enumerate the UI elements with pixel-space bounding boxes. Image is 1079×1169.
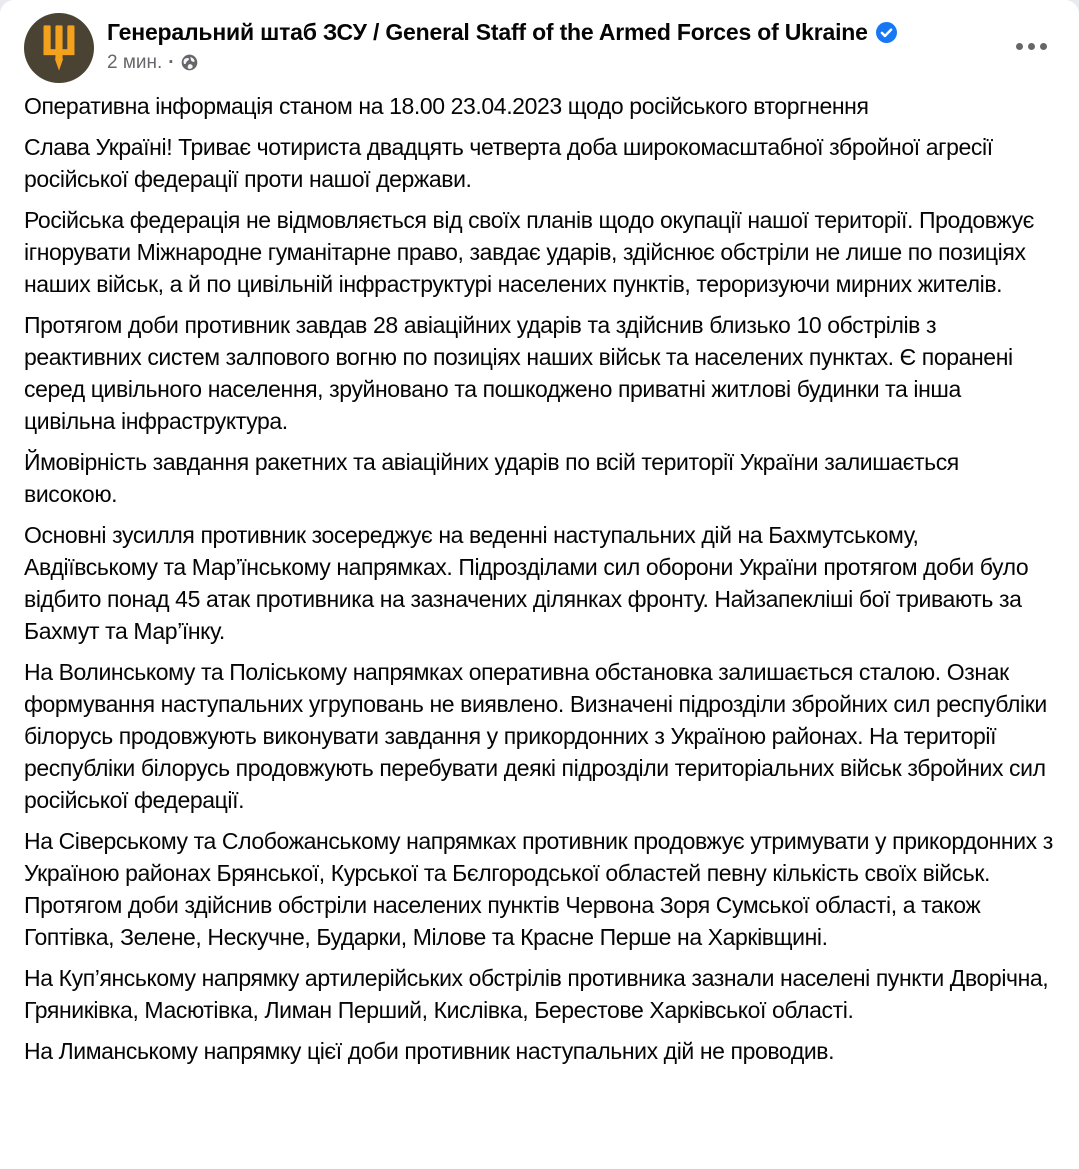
post-paragraph: Протягом доби противник завдав 28 авіаційних ударів та здійснив близько 10 обстрілів з реактивних систем залпового вогню по позиціях наших військ та населених пунктах. Є поранені серед цивільного населення, зруйновано та пошкоджено приватні житлові будинки та інша цивільна інфраструктура. (24, 312, 1013, 434)
post-paragraph: На Волинському та Поліському напрямках оперативна обстановка залишається сталою. Ознак формування наступальних угруповань не виявлено. Визначені підрозділи збройних сил республіки білорусь продовжують виконувати завдання у прикордонних з Україною районах. На території республіки білорусь продовжують перебувати деякі підрозділи територіальних військ збройних сил російської федерації. (24, 659, 1047, 813)
globe-icon (181, 54, 198, 71)
post-paragraph: Оперативна інформація станом на 18.00 23.04.2023 щодо російського вторгнення (24, 93, 869, 119)
post-body (0, 83, 1079, 1067)
post-paragraph: На Сіверському та Слобожанському напрямках противник продовжує утримувати у прикордонних з Україною районах Брянської, Курської та Бєлгородської областей певну кількість своїх військ. Протягом доби здійснив обстріли населених пунктів Червона Зоря Сумської області, а також Гоптівка, Зелене, Нескучне, Бударки, Мілове та Красне Перше на Харківщині. (24, 828, 1053, 950)
post-header-info (107, 13, 1055, 74)
three-dots-icon (1016, 43, 1023, 50)
post-paragraph: Слава Україні! Триває чотириста двадцять четверта доба широкомасштабної збройної агресії російської федерації проти нашої держави. (24, 134, 993, 192)
page-title[interactable]: Генеральний штаб ЗСУ / General Staff of the Armed Forces of Ukraine (107, 19, 868, 45)
post-header (0, 0, 1079, 83)
verified-badge-icon (876, 22, 897, 43)
trident-icon (41, 23, 77, 73)
three-dots-icon (1040, 43, 1047, 50)
post-timestamp[interactable]: 2 мин. (107, 51, 163, 73)
post-paragraph: Ймовірність завдання ракетних та авіаційних ударів по всій території України залишається високою. (24, 449, 959, 507)
meta-separator: · (168, 51, 175, 73)
post-meta-row (107, 52, 1055, 74)
post-paragraph: Основні зусилля противник зосереджує на веденні наступальних дій на Бахмутському, Авдіївському та Мар’їнському напрямках. Підрозділами сил оборони України протягом доби було відбито понад 45 атак противника на зазначених ділянках фронту. Найзапекліші бої тривають за Бахмут та Мар’їнку. (24, 522, 1029, 644)
post-paragraph: Російська федерація не відмовляється від своїх планів щодо окупації нашої території. Продовжує ігнорувати Міжнародне гуманітарне право, завдає ударів, здійснює обстріли не лише по позиціях наших військ, а й по цивільній інфраструктурі населених пунктів, тероризуючи мирних жителів. (24, 207, 1035, 297)
post-paragraph: На Лиманському напрямку цієї доби противник наступальних дій не проводив. (24, 1038, 835, 1064)
post-options-button[interactable] (1010, 33, 1053, 60)
post-paragraph: На Куп’янському напрямку артилерійських обстрілів противника зазнали населені пункти Дворічна, Гряниківка, Масютівка, Лиман Перший, Кислівка, Берестове Харківської області. (24, 965, 1049, 1023)
three-dots-icon (1028, 43, 1035, 50)
post-title-row (107, 19, 1055, 47)
avatar[interactable] (24, 13, 94, 83)
